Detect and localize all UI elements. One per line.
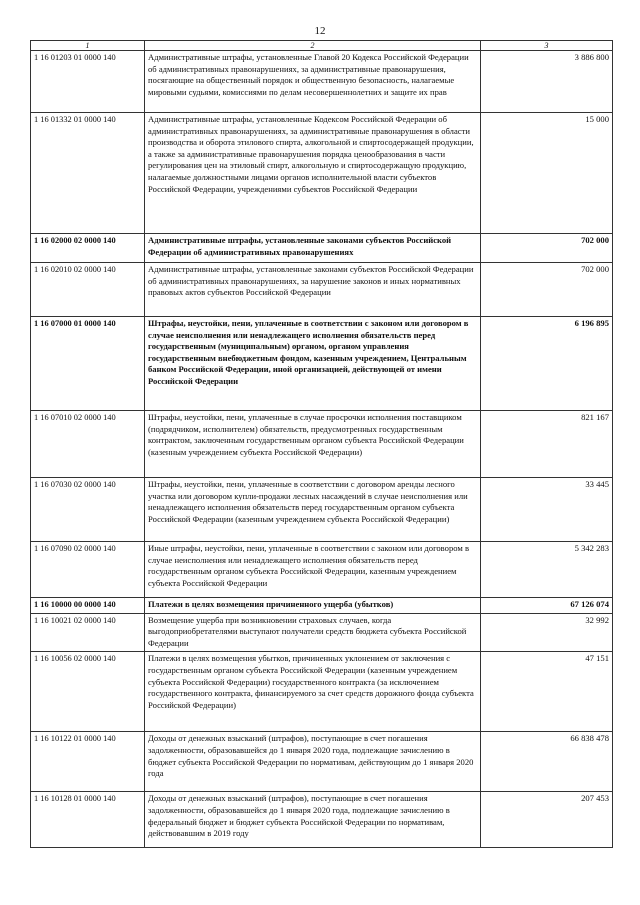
table-row bbox=[31, 732, 613, 792]
table-row bbox=[31, 652, 613, 732]
page-number: 12 bbox=[314, 25, 326, 37]
revenue-table bbox=[30, 40, 613, 848]
table-row bbox=[31, 613, 613, 652]
row-amount: 3 886 800 bbox=[481, 51, 613, 113]
row-code: 1 16 07030 02 0000 140 bbox=[31, 478, 145, 542]
table-row bbox=[31, 317, 613, 411]
row-amount: 33 445 bbox=[481, 478, 613, 542]
row-amount: 32 992 bbox=[481, 613, 613, 652]
row-description: Платежи в целях возмещения причиненного ущерба (убытков) bbox=[145, 598, 481, 614]
row-code: 1 16 10122 01 0000 140 bbox=[31, 732, 145, 792]
row-description: Административные штрафы, установленные Главой 20 Кодекса Российской Федерации об административных правонарушениях, за административные правонарушения, посягающие на общественный порядок и общественную безопасность, налагаемые мировыми судьями, комиссиями по делам несовершеннолетних и защите их прав bbox=[145, 51, 481, 113]
table-row bbox=[31, 542, 613, 598]
row-amount: 15 000 bbox=[481, 113, 613, 234]
table-row bbox=[31, 598, 613, 614]
row-code: 1 16 10128 01 0000 140 bbox=[31, 792, 145, 848]
table-row bbox=[31, 113, 613, 234]
row-amount: 47 151 bbox=[481, 652, 613, 732]
row-amount: 67 126 074 bbox=[481, 598, 613, 614]
column-header-2: 2 bbox=[145, 41, 481, 51]
row-description: Возмещение ущерба при возникновении страховых случаев, когда выгодоприобретателями выступают получатели средств бюджета субъекта Российской Федерации bbox=[145, 613, 481, 652]
row-description: Штрафы, неустойки, пени, уплаченные в случае просрочки исполнения поставщиком (подрядчиком, исполнителем) обязательств, предусмотренных государственным контрактом, заключенным государственным органом субъекта Российской Федерации (казенным учреждением субъекта Российской Федерации) bbox=[145, 411, 481, 478]
row-code: 1 16 10000 00 0000 140 bbox=[31, 598, 145, 614]
table-row bbox=[31, 51, 613, 113]
row-code: 1 16 07000 01 0000 140 bbox=[31, 317, 145, 411]
table-row bbox=[31, 478, 613, 542]
row-description: Платежи в целях возмещения убытков, причиненных уклонением от заключения с государственным органом субъекта Российской Федерации (казенным учреждением субъекта Российской Федерации) государственного контракта (за исключением государственного контракта, финансируемого за счет средств дорожного фонда субъекта Российской Федерации) bbox=[145, 652, 481, 732]
row-description: Административные штрафы, установленные законами субъектов Российской Федерации об административных правонарушениях, за нарушение законов и иных нормативных правовых актов субъектов Российской Федерации bbox=[145, 263, 481, 317]
row-code: 1 16 01332 01 0000 140 bbox=[31, 113, 145, 234]
row-description: Штрафы, неустойки, пени, уплаченные в соответствии с договором аренды лесного участка или договором купли-продажи лесных насаждений в случае неисполнения или ненадлежащего исполнения обязательств перед государственным органом субъекта Российской Федерации (казенным учреждением субъекта Российской Федерации) bbox=[145, 478, 481, 542]
row-amount: 207 453 bbox=[481, 792, 613, 848]
row-code: 1 16 07090 02 0000 140 bbox=[31, 542, 145, 598]
row-code: 1 16 10056 02 0000 140 bbox=[31, 652, 145, 732]
column-header-3: 3 bbox=[481, 41, 613, 51]
row-code: 1 16 10021 02 0000 140 bbox=[31, 613, 145, 652]
table-row bbox=[31, 411, 613, 478]
row-description: Административные штрафы, установленные законами субъектов Российской Федерации об административных правонарушениях bbox=[145, 234, 481, 263]
row-amount: 821 167 bbox=[481, 411, 613, 478]
header-row bbox=[31, 41, 613, 51]
row-code: 1 16 02010 02 0000 140 bbox=[31, 263, 145, 317]
table-row bbox=[31, 234, 613, 263]
row-amount: 5 342 283 bbox=[481, 542, 613, 598]
row-description: Иные штрафы, неустойки, пени, уплаченные в соответствии с законом или договором в случае неисполнения или ненадлежащего исполнения обязательств перед государственным органом субъекта Российской Федерации, казенным учреждением субъекта Российской Федерации bbox=[145, 542, 481, 598]
row-code: 1 16 01203 01 0000 140 bbox=[31, 51, 145, 113]
row-description: Доходы от денежных взысканий (штрафов), поступающие в счет погашения задолженности, образовавшейся до 1 января 2020 года, подлежащие зачислению в федеральный бюджет и бюджет субъекта Российской Федерации по нормативам, действовавшим в 2019 году bbox=[145, 792, 481, 848]
row-amount: 6 196 895 bbox=[481, 317, 613, 411]
row-amount: 702 000 bbox=[481, 263, 613, 317]
row-amount: 66 838 478 bbox=[481, 732, 613, 792]
table-row bbox=[31, 792, 613, 848]
column-header-1: 1 bbox=[31, 41, 145, 51]
row-description: Штрафы, неустойки, пени, уплаченные в соответствии с законом или договором в случае неисполнения или ненадлежащего исполнения обязательств перед государственным (муниципальным) органом, органом управления государственным внебюджетным фондом, казенным учреждением, Центральным банком Российской Федерации, иной организацией, действующей от имени Российской Федерации bbox=[145, 317, 481, 411]
row-code: 1 16 02000 02 0000 140 bbox=[31, 234, 145, 263]
table-body bbox=[31, 51, 613, 848]
row-description: Административные штрафы, установленные Кодексом Российской Федерации об административных правонарушениях, за административные правонарушения в области производства и оборота этилового спирта, алкогольной и спиртосодержащей продукции, а также за административные правонарушения порядка ценообразования в части регулирования цен на этиловый спирт, алкогольную и спиртосодержащую продукцию, налагаемые должностными лицами органов исполнительной власти субъектов Российской Федерации, учреждениями субъектов Российской Федерации bbox=[145, 113, 481, 234]
row-amount: 702 000 bbox=[481, 234, 613, 263]
row-description: Доходы от денежных взысканий (штрафов), поступающие в счет погашения задолженности, образовавшейся до 1 января 2020 года, подлежащие зачислению в бюджет субъекта Российской Федерации по нормативам, действующим до 1 января 2020 года bbox=[145, 732, 481, 792]
table-row bbox=[31, 263, 613, 317]
row-code: 1 16 07010 02 0000 140 bbox=[31, 411, 145, 478]
